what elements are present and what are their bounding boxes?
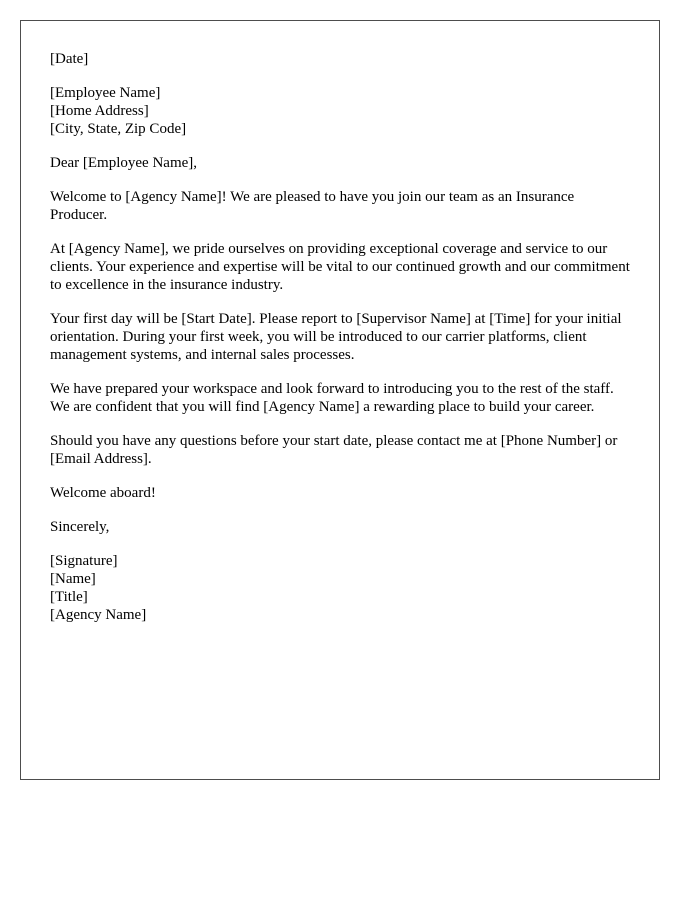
welcome-line-text: Welcome aboard!: [50, 485, 156, 501]
recipient-city-state-zip: [City, State, Zip Code]: [50, 121, 187, 137]
sender-agency: [Agency Name]: [50, 607, 147, 623]
recipient-address: [Home Address]: [50, 103, 149, 119]
sender-name: [Name]: [50, 571, 96, 587]
signature-placeholder: [Signature]: [50, 553, 118, 569]
salutation: [50, 154, 630, 172]
salutation-text: Dear [Employee Name],: [50, 155, 198, 171]
paragraph-first-day: Your first day will be [Start Date]. Please report to [Supervisor Name] at [Time] for your initial orientation. During your first week, you will be introduced to our carrier platforms, client management systems, and internal sales processes.: [50, 311, 622, 363]
date-text: [Date]: [50, 51, 89, 67]
closing-text: Sincerely,: [50, 519, 110, 535]
letter-body: [50, 50, 630, 640]
recipient-address-block: [50, 84, 630, 138]
signature-block: [50, 552, 630, 624]
welcome-line: [50, 484, 630, 502]
recipient-name: [Employee Name]: [50, 85, 161, 101]
paragraph-contact: Should you have any questions before your start date, please contact me at [Phone Number] or [Email Address].: [50, 433, 618, 467]
paragraph-workspace: We have prepared your workspace and look forward to introducing you to the rest of the staff. We are confident that you will find [Agency Name] a rewarding place to build your career.: [50, 381, 614, 415]
sender-title: [Title]: [50, 589, 88, 605]
letter-frame: [20, 20, 660, 780]
letter-date: [50, 50, 630, 68]
paragraph-welcome: Welcome to [Agency Name]! We are pleased to have you join our team as an Insurance Producer.: [50, 189, 575, 223]
paragraph-agency-values: At [Agency Name], we pride ourselves on providing exceptional coverage and service to our clients. Your experience and expertise will be vital to our continued growth and our commitment to excellence in the insurance industry.: [50, 241, 630, 293]
closing: [50, 518, 630, 536]
